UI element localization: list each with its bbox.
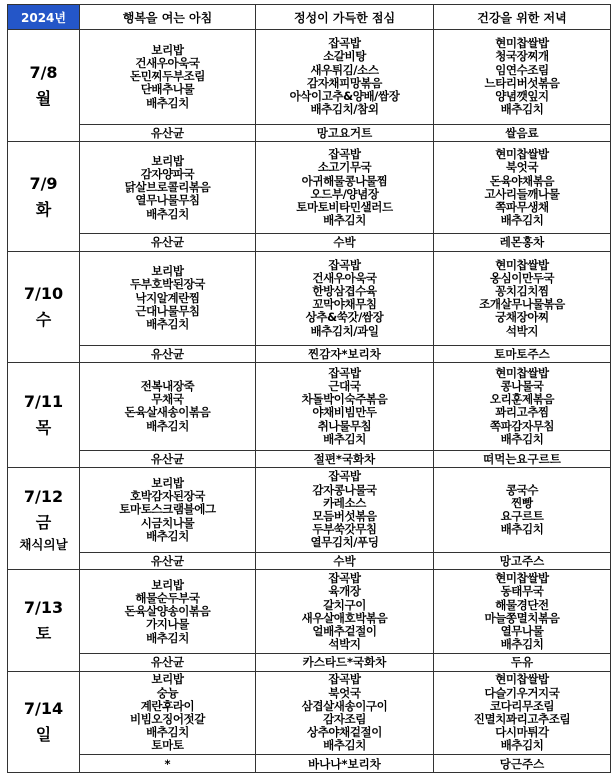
- lunch-snack: 절편*국화차: [256, 450, 434, 468]
- day-note: 채식의날: [19, 536, 68, 552]
- day-date: 7/14: [23, 698, 64, 718]
- snack-row: [8, 124, 611, 142]
- menu-item: 감자조림: [323, 711, 366, 726]
- menu-item: 잡곡밥: [328, 365, 361, 380]
- menu-item: 배추김치: [500, 522, 544, 537]
- dinner-snack: 당근주스: [434, 755, 611, 773]
- menu-item: 삼겹살새송이구이: [301, 698, 388, 713]
- menu-item: 아귀해물콩나물찜: [301, 173, 388, 188]
- menu-item: 꽈리고추찜: [495, 405, 549, 420]
- menu-item: 보리밥: [151, 153, 184, 168]
- menu-item: 계란후라이: [140, 698, 195, 713]
- menu-item: 현미찹쌀밥: [495, 257, 549, 272]
- day-weekday: 목: [35, 418, 52, 438]
- menu-item: 콩국수: [505, 482, 539, 497]
- menu-item: 북엇국: [505, 160, 539, 175]
- breakfast-menu: [80, 671, 256, 755]
- snack-row: [8, 653, 611, 671]
- menu-item: 해물순두부국: [135, 590, 200, 605]
- menu-item: 조개살무나물볶음: [479, 297, 565, 312]
- day-label: [8, 251, 80, 362]
- breakfast-snack: 유산균: [80, 653, 256, 671]
- day-label: [8, 30, 80, 142]
- lunch-menu: [256, 251, 434, 345]
- day-label: [8, 363, 80, 468]
- menu-item: 양념깻잎지: [495, 89, 549, 104]
- dinner-menu: [434, 363, 611, 450]
- menu-item: 잡곡밥: [328, 571, 361, 586]
- lunch-snack: 수박: [256, 234, 434, 252]
- lunch-header: 정성이 가득한 점심: [256, 5, 434, 30]
- menu-item: 배추김치: [146, 725, 189, 740]
- breakfast-snack: 유산균: [80, 124, 256, 142]
- breakfast-menu: [80, 363, 256, 450]
- snack-row: [8, 552, 611, 570]
- menu-item: 아삭이고추&양배/쌈장: [289, 89, 400, 104]
- day-date: 7/13: [23, 597, 64, 617]
- menu-item: 청국장찌개: [495, 49, 549, 64]
- menu-item: 육개장: [328, 584, 361, 599]
- day-row: [8, 142, 611, 234]
- menu-item: 취나물무침: [317, 418, 372, 433]
- day-date: 7/8: [29, 62, 58, 82]
- lunch-snack: 바나나*보리차: [256, 755, 434, 773]
- breakfast-menu: [80, 30, 256, 125]
- day-row: [8, 671, 611, 755]
- menu-item: 건새우아욱국: [135, 56, 200, 71]
- menu-item: 열무나물무침: [135, 193, 200, 208]
- menu-item: 찐빵: [511, 495, 533, 510]
- snack-row: [8, 234, 611, 252]
- lunch-menu: [256, 671, 434, 755]
- dinner-snack: 쌀음료: [434, 124, 611, 142]
- dinner-menu: [434, 468, 611, 552]
- lunch-menu: [256, 30, 434, 125]
- menu-item: 비빔오징어젓갈: [130, 711, 205, 726]
- day-weekday: 일: [35, 724, 52, 744]
- menu-item: 잡곡밥: [328, 147, 361, 162]
- menu-item: 배추김치/과일: [310, 323, 379, 338]
- menu-item: 무채국: [151, 392, 184, 407]
- breakfast-snack: 유산균: [80, 234, 256, 252]
- menu-item: 현미찹쌀밥: [495, 147, 549, 162]
- menu-item: 건새우아욱국: [312, 270, 377, 285]
- menu-item: 꽁치김치찜: [495, 283, 549, 298]
- menu-item: 배추김치: [146, 95, 189, 110]
- menu-item: 돈민찌두부조림: [130, 69, 205, 84]
- menu-item: 토마토비타민샐러드: [296, 199, 393, 214]
- menu-item: 배추김치: [146, 630, 189, 645]
- day-weekday: 월: [35, 88, 52, 108]
- menu-item: 보리밥: [151, 476, 184, 491]
- day-row: [8, 251, 611, 345]
- snack-row: [8, 755, 611, 773]
- menu-item: 야채비빔만두: [312, 405, 377, 420]
- lunch-snack: 망고요거트: [256, 124, 434, 142]
- menu-item: 임연수조림: [495, 62, 549, 77]
- dinner-snack: 토마토주스: [434, 345, 611, 363]
- menu-item: 배추김치/참외: [310, 102, 379, 117]
- menu-item: 전복내장죽: [140, 379, 195, 394]
- menu-item: 토마토: [151, 738, 184, 753]
- day-label: [8, 142, 80, 251]
- menu-item: 한방삼겹수육: [312, 283, 377, 298]
- menu-item: 배추김치: [323, 738, 366, 753]
- menu-item: 해물경단전: [495, 597, 549, 612]
- lunch-menu: [256, 570, 434, 654]
- menu-body: [8, 30, 611, 773]
- menu-item: 얼배추겉절이: [312, 623, 377, 638]
- day-date: 7/9: [29, 173, 58, 193]
- day-weekday: 금: [35, 512, 52, 532]
- snack-row: [8, 450, 611, 468]
- breakfast-snack: 유산균: [80, 450, 256, 468]
- dinner-menu: [434, 251, 611, 345]
- menu-item: 쪽파감자무침: [489, 418, 555, 433]
- day-date: 7/12: [23, 486, 64, 506]
- menu-item: 감자채피망볶음: [307, 75, 382, 90]
- menu-item: 두부쑥갓무침: [312, 522, 377, 537]
- menu-item: 배추김치: [146, 316, 189, 331]
- day-weekday: 토: [35, 623, 52, 643]
- dinner-snack: 두유: [434, 653, 611, 671]
- menu-item: 배추김치: [146, 206, 189, 221]
- menu-item: 잡곡밥: [328, 672, 361, 687]
- menu-item: 고사리들깨나물: [484, 186, 560, 201]
- menu-item: 근대나물무침: [135, 303, 200, 318]
- menu-item: 돈육야채볶음: [489, 173, 555, 188]
- dinner-menu: [434, 671, 611, 755]
- menu-item: 보리밥: [151, 672, 184, 687]
- dinner-menu: [434, 570, 611, 654]
- menu-item: 낙지알계란찜: [135, 290, 200, 305]
- menu-item: 상추&쑥갓/쌈장: [305, 310, 384, 325]
- menu-item: 동태무국: [500, 584, 544, 599]
- menu-item: 모듬버섯볶음: [312, 509, 377, 524]
- menu-item: 새우튀김/소스: [310, 62, 379, 77]
- lunch-snack: 수박: [256, 552, 434, 570]
- breakfast-snack: 유산균: [80, 552, 256, 570]
- dinner-snack: 망고주스: [434, 552, 611, 570]
- menu-item: 두부호박된장국: [130, 277, 205, 292]
- day-row: [8, 30, 611, 125]
- menu-item: 보리밥: [151, 264, 184, 279]
- menu-item: 가지나물: [146, 617, 189, 632]
- menu-item: 느타리버섯볶음: [484, 75, 560, 90]
- day-row: [8, 570, 611, 654]
- menu-item: 닭살브로콜리볶음: [124, 180, 211, 195]
- dinner-menu: [434, 142, 611, 234]
- menu-item: 소갈비탕: [323, 49, 366, 64]
- breakfast-snack: *: [80, 755, 256, 773]
- menu-item: 단배추나물: [140, 82, 195, 97]
- menu-item: 돈육살새송이볶음: [124, 405, 211, 420]
- day-weekday: 화: [35, 199, 52, 219]
- menu-item: 코다리무조림: [489, 698, 555, 713]
- lunch-menu: [256, 363, 434, 450]
- breakfast-menu: [80, 468, 256, 552]
- menu-item: 근대국: [328, 379, 361, 394]
- breakfast-menu: [80, 251, 256, 345]
- menu-item: 숭늉: [156, 685, 179, 700]
- menu-item: 배추김치: [323, 431, 366, 446]
- day-weekday: 수: [35, 310, 52, 330]
- menu-item: 석박지: [328, 637, 361, 652]
- menu-item: 현미찹쌀밥: [495, 571, 549, 586]
- menu-item: 새우살애호박볶음: [301, 610, 388, 625]
- breakfast-menu: [80, 142, 256, 234]
- menu-item: 현미찹쌀밥: [495, 365, 549, 380]
- menu-item: 오리훈제볶음: [489, 392, 555, 407]
- menu-item: 배추김치: [500, 637, 544, 652]
- menu-item: 다슬기우거지국: [484, 685, 560, 700]
- menu-item: 소고기무국: [317, 160, 372, 175]
- lunch-menu: [256, 468, 434, 552]
- menu-item: 감자양파국: [140, 166, 195, 181]
- menu-item: 옹심이만두국: [489, 270, 555, 285]
- day-label: [8, 671, 80, 772]
- menu-item: 배추김치: [146, 418, 189, 433]
- menu-item: 현미찹쌀밥: [495, 36, 549, 51]
- lunch-snack: 찐감자*보리차: [256, 345, 434, 363]
- day-row: [8, 468, 611, 552]
- menu-item: 다시마튀각: [495, 725, 549, 740]
- menu-item: 꼬막야채무침: [312, 297, 377, 312]
- menu-item: 잡곡밥: [328, 36, 361, 51]
- breakfast-menu: [80, 570, 256, 654]
- menu-item: 현미찹쌀밥: [495, 672, 549, 687]
- menu-item: 궁채장아찌: [495, 310, 549, 325]
- menu-item: 배추김치: [500, 738, 544, 753]
- menu-item: 배추김치: [500, 102, 544, 117]
- menu-item: 상추야채겉절이: [307, 725, 382, 740]
- menu-item: 보리밥: [151, 577, 184, 592]
- menu-item: 배추김치: [323, 213, 366, 228]
- menu-item: 오드부/양념장: [310, 186, 379, 201]
- menu-item: 잡곡밥: [328, 469, 361, 484]
- lunch-menu: [256, 142, 434, 234]
- menu-item: 시금치나물: [140, 515, 195, 530]
- menu-item: 토마토스크램블에그: [119, 502, 216, 517]
- menu-item: 배추김치: [500, 213, 544, 228]
- day-label: [8, 570, 80, 671]
- menu-item: 잡곡밥: [328, 257, 361, 272]
- dinner-snack: 레몬홍차: [434, 234, 611, 252]
- breakfast-snack: 유산균: [80, 345, 256, 363]
- menu-item: 감자콩나물국: [312, 482, 377, 497]
- header-row: [8, 5, 611, 30]
- menu-item: 보리밥: [151, 42, 184, 57]
- menu-item: 카레소스: [323, 495, 366, 510]
- menu-item: 배추김치: [146, 528, 189, 543]
- breakfast-header: 행복을 여는 아침: [80, 5, 256, 30]
- menu-item: 갈치구이: [323, 597, 366, 612]
- menu-item: 쪽파무생채: [495, 199, 549, 214]
- menu-item: 배추김치: [500, 431, 544, 446]
- snack-row: [8, 345, 611, 363]
- menu-item: 호박감자된장국: [130, 489, 205, 504]
- day-label: [8, 468, 80, 570]
- menu-item: 북엇국: [328, 685, 361, 700]
- menu-item: 요구르트: [500, 509, 544, 524]
- dinner-menu: [434, 30, 611, 125]
- menu-item: 콩나물국: [500, 379, 544, 394]
- weekly-menu-table: [7, 4, 611, 773]
- menu-item: 진멸치꽈리고추조림: [473, 711, 571, 726]
- menu-item: 석박지: [505, 323, 539, 338]
- menu-item: 차돌박이숙주볶음: [301, 392, 388, 407]
- day-row: [8, 363, 611, 450]
- menu-item: 돈육살양송이볶음: [124, 604, 211, 619]
- day-date: 7/10: [23, 284, 64, 304]
- day-date: 7/11: [23, 392, 64, 412]
- menu-item: 열무나물: [500, 623, 544, 638]
- dinner-snack: 떠먹는요구르트: [434, 450, 611, 468]
- year-header: 2024년: [8, 5, 80, 30]
- dinner-header: 건강을 위한 저녁: [434, 5, 611, 30]
- menu-item: 열무김치/푸딩: [310, 535, 379, 550]
- lunch-snack: 카스타드*국화차: [256, 653, 434, 671]
- menu-item: 마늘쫑멸치볶음: [484, 610, 560, 625]
